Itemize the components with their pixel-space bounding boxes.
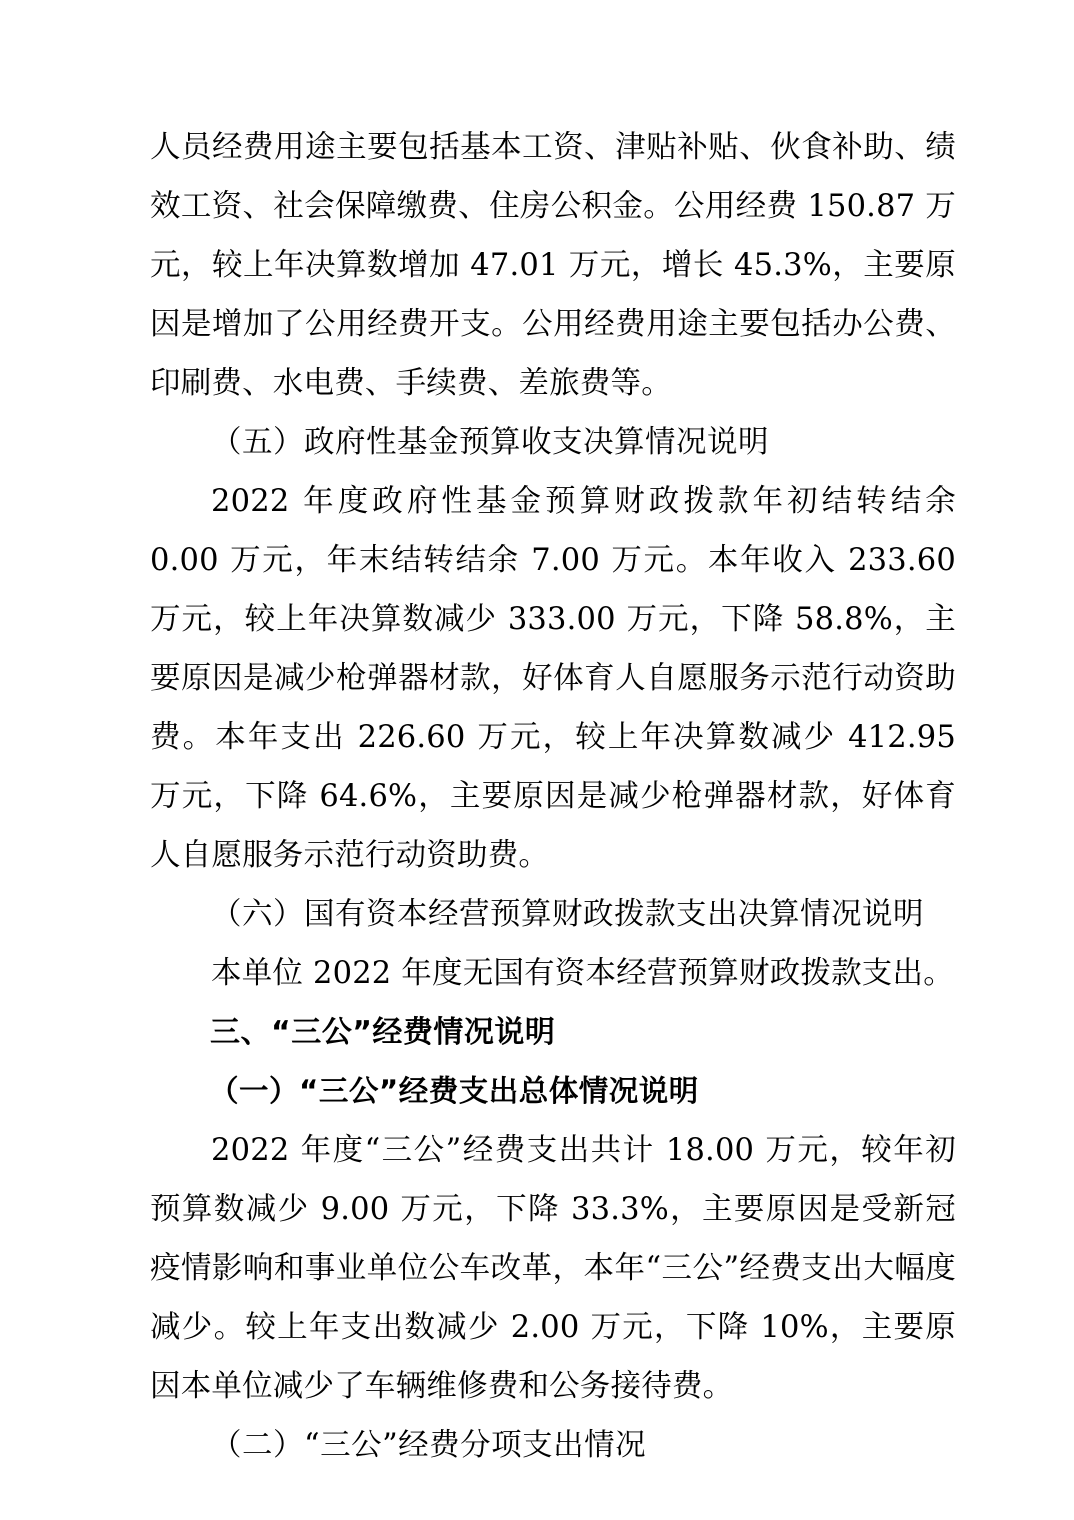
document-body	[150, 118, 956, 1475]
paragraph-personnel-expenses: 人员经费用途主要包括基本工资、津贴补贴、伙食补助、绩效工资、社会保障缴费、住房公积金。公用经费 150.87 万元，较上年决算数增加 47.01 万元，增长 45.3%，主要原因是增加了公用经费开支。公用经费用途主要包括办公费、印刷费、水电费、手续费、差旅费等。	[150, 130, 956, 401]
section-heading-six: （六）国有资本经营预算财政拨款支出决算情况说明	[211, 897, 924, 932]
section-heading-five: （五）政府性基金预算收支决算情况说明	[211, 425, 769, 460]
paragraph-three-public-expenses-total: 2022 年度“三公”经费支出共计 18.00 万元，较年初预算数减少 9.00 万元，下降 33.3%，主要原因是受新冠疫情影响和事业单位公车改革，本年“三公”经费支出大幅度减少。较上年支出数减少 2.00 万元，下降 10%，主要原因本单位减少了车辆维修费和公务接待费。	[150, 1133, 956, 1404]
paragraph-state-capital-budget: 本单位 2022 年度无国有资本经营预算财政拨款支出。	[211, 956, 954, 991]
section-heading-three-two: （二）“三公”经费分项支出情况	[211, 1428, 647, 1463]
section-heading-three: 三、“三公”经费情况说明	[210, 1015, 556, 1050]
section-heading-three-one: （一）“三公”经费支出总体情况说明	[209, 1074, 699, 1108]
paragraph-government-fund-budget: 2022 年度政府性基金预算财政拨款年初结转结余 0.00 万元，年末结转结余 7.00 万元。本年收入 233.60 万元，较上年决算数减少 333.00 万元，下降 58.8%，主要原因是减少枪弹器材款，好体育人自愿服务示范行动资助费。本年支出 226.60 万元，较上年决算数减少 412.95 万元，下降 64.6%，主要原因是减少枪弹器材款，好体育人自愿服务示范行动资助费。	[150, 484, 956, 873]
